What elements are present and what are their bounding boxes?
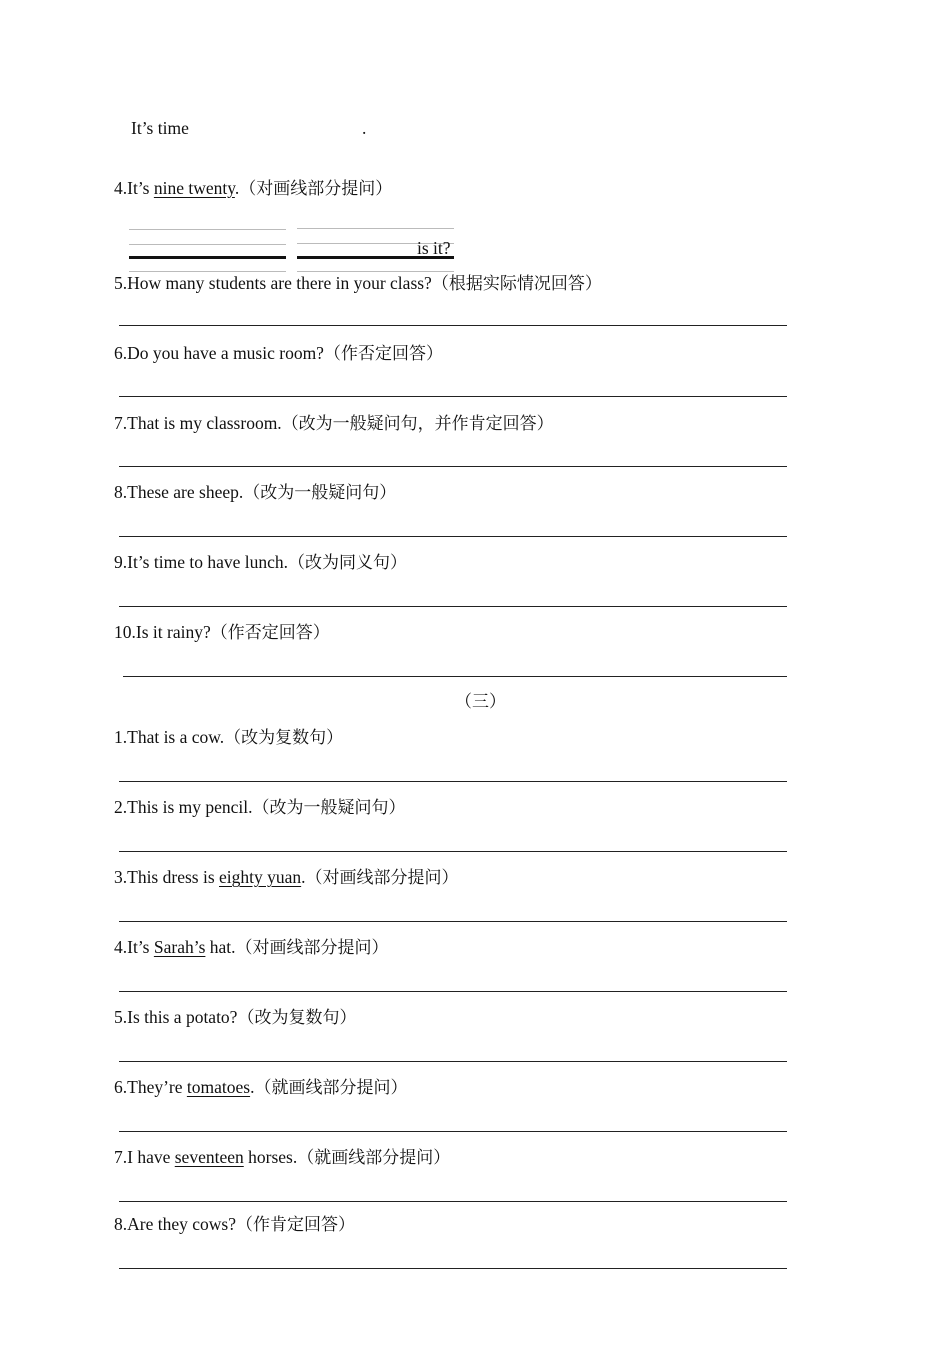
underlined-text: nine twenty bbox=[153, 178, 235, 198]
instruction-text: （就画线部分提问） bbox=[297, 1148, 451, 1168]
instruction-text: （作否定回答） bbox=[323, 344, 443, 364]
question-text: 7.That is my classroom. bbox=[114, 413, 282, 433]
question-s3q5 bbox=[114, 1007, 356, 1028]
question-s3q6 bbox=[114, 1077, 407, 1098]
its-time-period: . bbox=[362, 118, 367, 138]
question-text: 7.I have bbox=[114, 1147, 175, 1167]
question-text: 1.That is a cow. bbox=[114, 727, 225, 747]
blank-guide-line bbox=[297, 228, 454, 229]
answer-line[interactable] bbox=[119, 1268, 787, 1269]
its-time-text: It’s time bbox=[131, 118, 189, 138]
question-text: 10.Is it rainy? bbox=[114, 622, 211, 642]
question-s3q7 bbox=[114, 1147, 450, 1168]
instruction-text: （改为一般疑问句，并作肯定回答） bbox=[281, 414, 554, 434]
instruction-text: （改为同义句） bbox=[288, 553, 407, 573]
question-text: 8.These are sheep. bbox=[114, 482, 244, 502]
answer-blank-1[interactable] bbox=[129, 256, 286, 259]
instruction-text: （改为复数句） bbox=[237, 1008, 357, 1028]
question-s3q1 bbox=[114, 727, 343, 748]
question-text: 5.Is this a potato? bbox=[114, 1007, 238, 1027]
answer-line[interactable] bbox=[119, 1201, 787, 1202]
answer-line[interactable] bbox=[119, 396, 787, 397]
question-text: 5.How many students are there in your class? bbox=[114, 273, 432, 293]
question-text: 4.It’s bbox=[114, 178, 154, 198]
instruction-text: （作肯定回答） bbox=[235, 1215, 355, 1235]
underlined-text: eighty yuan bbox=[219, 867, 302, 887]
blank-suffix: is it? bbox=[417, 238, 451, 258]
question-text: . bbox=[301, 867, 306, 887]
question-text: . bbox=[234, 178, 240, 198]
blank-guide-line bbox=[297, 271, 454, 272]
instruction-text: （改为复数句） bbox=[224, 728, 344, 748]
answer-line[interactable] bbox=[119, 991, 787, 992]
instruction-text: （对画线部分提问） bbox=[235, 938, 389, 958]
instruction-text: （改为一般疑问句） bbox=[252, 798, 406, 818]
question-text: horses. bbox=[243, 1147, 298, 1167]
answer-line[interactable] bbox=[119, 921, 787, 922]
answer-line[interactable] bbox=[119, 536, 787, 537]
question-text: 8.Are they cows? bbox=[114, 1214, 236, 1234]
blank-guide-line bbox=[129, 229, 286, 230]
answer-line[interactable] bbox=[119, 1061, 787, 1062]
question-text: 3.This dress is bbox=[114, 867, 219, 887]
answer-line[interactable] bbox=[119, 466, 787, 467]
section-title: （三） bbox=[455, 692, 506, 712]
question-s3q8 bbox=[114, 1214, 355, 1235]
question-text: 4.It’s bbox=[114, 937, 154, 957]
answer-line[interactable] bbox=[119, 606, 787, 607]
underlined-text: tomatoes bbox=[186, 1077, 251, 1097]
question-text: 6.They’re bbox=[114, 1077, 187, 1097]
question-text: 9.It’s time to have lunch. bbox=[114, 552, 288, 572]
instruction-text: （就画线部分提问） bbox=[254, 1078, 408, 1098]
answer-line[interactable] bbox=[123, 676, 787, 677]
instruction-text: （根据实际情况回答） bbox=[431, 274, 602, 294]
blank-guide-line bbox=[129, 244, 286, 245]
answer-line[interactable] bbox=[119, 1131, 787, 1132]
question-q7 bbox=[114, 413, 554, 434]
instruction-text: （对画线部分提问） bbox=[305, 868, 459, 888]
instruction-text: （改为一般疑问句） bbox=[243, 483, 397, 503]
underlined-text: Sarah’s bbox=[153, 937, 206, 957]
instruction-text: （作否定回答） bbox=[210, 623, 330, 643]
question-q5 bbox=[114, 273, 602, 294]
question-s3q3 bbox=[114, 867, 459, 888]
question-q8 bbox=[114, 482, 396, 503]
question-q10 bbox=[114, 622, 330, 643]
question-s3q4 bbox=[114, 937, 389, 958]
question-text: . bbox=[250, 1077, 255, 1097]
question-s3q2 bbox=[114, 797, 406, 818]
question-q6 bbox=[114, 343, 443, 364]
instruction-text: （对画线部分提问） bbox=[239, 179, 393, 199]
answer-line[interactable] bbox=[119, 781, 787, 782]
underlined-text: seventeen bbox=[174, 1147, 244, 1167]
question-text: 6.Do you have a music room? bbox=[114, 343, 324, 363]
question-text: hat. bbox=[205, 937, 236, 957]
blank-guide-line bbox=[129, 271, 286, 272]
question-text: 2.This is my pencil. bbox=[114, 797, 253, 817]
answer-line[interactable] bbox=[119, 851, 787, 852]
question-q9 bbox=[114, 552, 407, 573]
answer-line[interactable] bbox=[119, 325, 787, 326]
question-q4 bbox=[114, 178, 392, 199]
